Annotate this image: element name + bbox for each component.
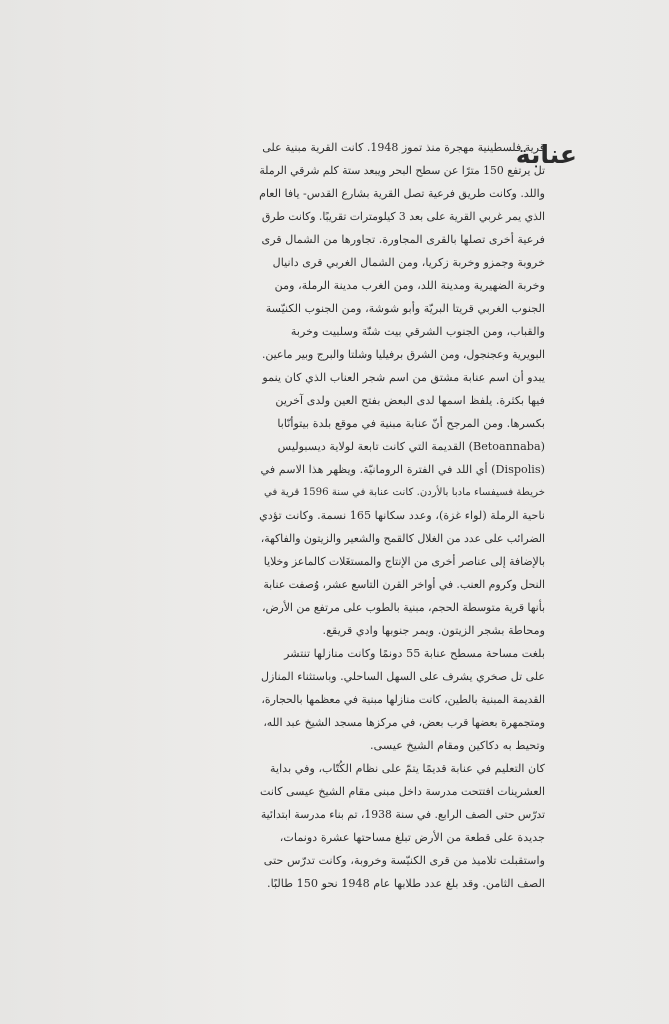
text-line: قرية فلسطينية مهجرة منذ تموز 1948. كانت القرية مبنية على: [262, 141, 545, 154]
text-line: واستقبلت تلاميذ من قرى الكنيّسة وخروبة، وكانت تدرّس حتى: [263, 854, 545, 867]
text-line: ومتجمهرة بعضها قرب بعض، في مركزها مسجد الشيخ عبد الله،: [263, 716, 545, 729]
text-line: خريطة فسيفساء مادبا بالأردن. كانت عنابة في سنة 1596 قرية في: [264, 487, 545, 498]
paragraph: [259, 757, 545, 895]
entry-body: [259, 136, 545, 895]
text-line: الذي يمر غربي القرية على بعد 3 كيلومترات تقريبًا. وكانت طرق: [261, 210, 545, 223]
text-line: بلغت مساحة مسطح عنابة 55 دونمًا وكانت منازلها تنتشر: [284, 647, 545, 660]
text-line: كان التعليم في عنابة قديمًا يتمّ على نظام الكُتّاب، وفي بداية: [270, 762, 545, 775]
text-line: واللد. وكانت طريق فرعية تصل القرية بشارع القدس- يافا العام: [259, 187, 545, 200]
text-line: الصف الثامن. وقد بلغ عدد طلابها عام 1948 نحو 150 طالبًا.: [267, 877, 545, 890]
text-line: خروبة وجمزو وخربة زكريا، ومن الشمال الغربي قرى دانيال: [272, 256, 545, 269]
text-line: الجنوب الغربي قريتا البريّة وأبو شوشة، ومن الجنوب الكنيّسة: [265, 302, 545, 315]
text-line: ناحية الرملة (لواء غزة)، وعدد سكانها 165 نسمة. وكانت تؤدي: [259, 509, 545, 522]
text-line: بكسرها. ومن المرجح أنّ عنابة مبنية في موقع بلدة بيتوأنّابا: [277, 417, 545, 430]
text-line: فيها بكثرة. يلفظ اسمها لدى البعض بفتح العين ولدى آخرين: [275, 394, 545, 407]
text-line: النحل وكروم العنب. في أواخر القرن التاسع عشر، وُصفت عنابة: [263, 578, 545, 591]
text-line: تل يرتفع 150 مترًا عن سطح البحر ويبعد ستة كلم شرقي الرملة: [259, 164, 545, 177]
text-line: والقباب، ومن الجنوب الشرقي بيت شنّة وسلبيت وخربة: [290, 325, 545, 338]
paragraph: [259, 642, 545, 757]
text-line: وخربة الضهيرية ومدينة اللد، ومن الغرب مدينة الرملة، ومن: [274, 279, 545, 292]
entry-title: عنابة: [515, 140, 577, 169]
text-line: (Dispolis) أي اللد في الفترة الرومانيّة. ويظهر هذا الاسم في: [260, 463, 545, 476]
text-line: يبدو أن اسم عنابة مشتق من اسم شجر العناب الذي كان ينمو: [262, 371, 545, 384]
text-line: فرعية أخرى تصلها بالقرى المجاورة. تجاورها من الشمال قرى: [261, 233, 545, 246]
text-line: تدرّس حتى الصف الرابع. في سنة 1938، تم بناء مدرسة ابتدائية: [260, 808, 545, 821]
text-line: على تل صخري يشرف على السهل الساحلي. وباستثناء المنازل: [260, 670, 545, 683]
paragraph: [259, 136, 545, 366]
text-line: جديدة على قطعة من الأرض تبلغ مساحتها عشرة دونمات،: [279, 831, 545, 844]
text-line: العشرينات افتتحت مدرسة داخل مبنى مقام الشيخ عيسى كانت: [260, 785, 545, 798]
text-line: الضرائب على عدد من الغلال كالقمح والشعير والزيتون والفاكهة،: [260, 532, 545, 545]
text-line: بالإضافة إلى عناصر أخرى من الإنتاج والمستغَلات كالماعز وخلايا: [263, 555, 545, 568]
text-line: بأنها قرية متوسطة الحجم، مبنية بالطوب على مرتفع من الأرض،: [262, 601, 545, 614]
text-line: (Betoannaba) القديمة التي كانت تابعة لولاية ديسبوليس: [277, 440, 545, 453]
text-line: وتحيط به دكاكين ومقام الشيخ عيسى.: [370, 739, 545, 752]
paragraph: [259, 366, 545, 642]
text-line: ومحاطة بشجر الزيتون. ويمر جنوبها وادي قريقع.: [322, 624, 545, 637]
text-line: القديمة المبنية بالطين، كانت منازلها مبنية في معظمها بالحجارة،: [261, 693, 545, 706]
text-line: البويرية وعجنجول، ومن الشرق برفيليا وشلتا والبرج وبير ماعين.: [261, 348, 545, 361]
